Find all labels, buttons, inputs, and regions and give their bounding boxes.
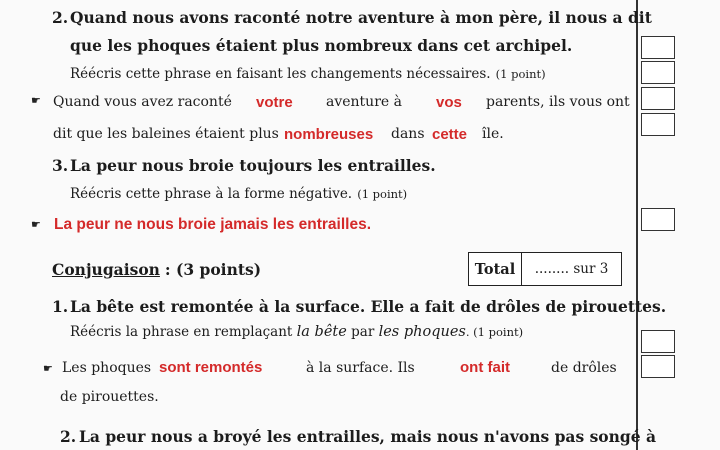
score-box[interactable] (641, 330, 675, 353)
c1-instruction (70, 324, 523, 340)
q3-sentence: La peur nous broie toujours les entrailles. (70, 156, 436, 175)
q3-answer: La peur ne nous broie jamais les entrailles. (54, 216, 372, 233)
q2-answer-part1: Quand vous avez raconté (53, 94, 232, 110)
c1-sentence: La bête est remontée à la surface. Elle a fait de drôles de pirouettes. (70, 297, 667, 316)
c1-instruction-emphasis-1: la bête (296, 324, 347, 340)
q2-instruction-text: Réécris cette phrase en faisant les changements nécessaires. (70, 66, 491, 82)
score-box[interactable] (641, 87, 675, 110)
pointing-hand-icon: ☛ (43, 362, 53, 375)
score-box[interactable] (641, 36, 675, 59)
score-box[interactable] (641, 355, 675, 378)
total-label: Total (469, 253, 522, 285)
section-title: Conjugaison (52, 260, 160, 279)
c2-sentence: La peur nous a broyé les entrailles, mais nous n'avons pas songé à (79, 427, 657, 446)
q2-points: (1 point) (495, 67, 546, 81)
c1-instruction-text: Réécris la phrase en remplaçant (70, 324, 293, 340)
c1-points: . (1 point) (465, 325, 524, 339)
c1-answer-part1: Les phoques (62, 360, 152, 376)
q2-answer-part3: parents, ils vous ont (486, 94, 630, 110)
score-column-divider (636, 0, 638, 450)
section-points: : (3 points) (164, 260, 262, 279)
q3-points: (1 point) (357, 187, 408, 201)
c1-answer-part4: de pirouettes. (60, 389, 159, 405)
pointing-hand-icon: ☛ (31, 218, 41, 231)
q2-answer-part2: aventure à (326, 94, 402, 110)
c1-answer-part3: de drôles (551, 360, 617, 376)
q2-sentence-line2: que les phoques étaient plus nombreux dans cet archipel. (70, 36, 573, 55)
q3-instruction (70, 183, 407, 202)
q2-answer-fill-vos: vos (436, 94, 462, 111)
c2-number: 2. (60, 427, 77, 446)
c1-number: 1. (52, 297, 69, 316)
q3-number: 3. (52, 156, 69, 175)
q2-sentence-line1: Quand nous avons raconté notre aventure à mon père, il nous a dit (70, 8, 652, 27)
score-box[interactable] (641, 61, 675, 84)
q2-answer-part4: dit que les baleines étaient plus (53, 126, 279, 142)
q2-answer-fill-nombreuses: nombreuses (284, 126, 374, 143)
c1-instruction-par: par (351, 324, 375, 340)
c1-answer-fill-ont-fait: ont fait (460, 359, 510, 376)
c1-instruction-emphasis-2: les phoques (378, 324, 466, 340)
q2-answer-fill-cette: cette (432, 126, 468, 143)
q2-answer-fill-votre: votre (256, 94, 293, 111)
c1-answer-part2: à la surface. Ils (306, 360, 415, 376)
q2-instruction (70, 63, 546, 82)
q2-number: 2. (52, 8, 69, 27)
score-box[interactable] (641, 208, 675, 231)
q2-answer-part5: dans (391, 126, 425, 142)
total-value: ........ sur 3 (534, 261, 609, 277)
c1-answer-fill-sont-remontes: sont remontés (159, 359, 263, 376)
q3-instruction-text: Réécris cette phrase à la forme négative. (70, 186, 353, 202)
q2-answer-part6: île. (482, 126, 504, 142)
pointing-hand-icon: ☛ (31, 94, 41, 107)
section-heading-conjugaison (52, 260, 261, 279)
total-score-box (468, 252, 622, 286)
score-box[interactable] (641, 113, 675, 136)
